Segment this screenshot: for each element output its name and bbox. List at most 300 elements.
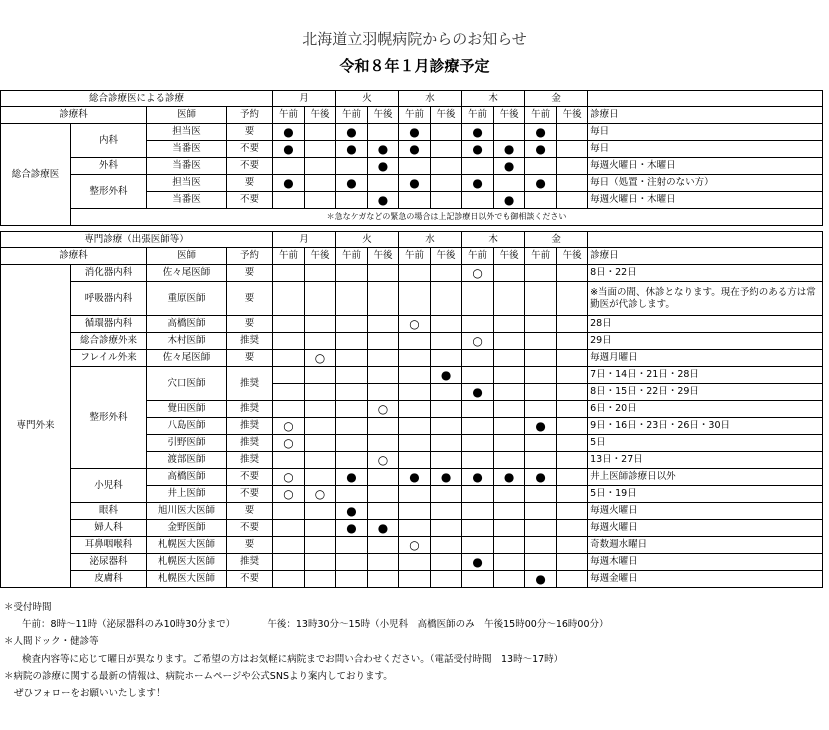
- dept-cell: 耳鼻咽喉科: [71, 537, 147, 554]
- doctor-cell: 担当医: [147, 175, 227, 192]
- col-pm: 午後: [557, 107, 588, 124]
- appt-cell: 推奨: [227, 418, 273, 435]
- follow-text: ぜひフォローをお願いいたします！: [14, 687, 166, 699]
- slot-cell: [525, 503, 557, 520]
- slot-cell: [462, 158, 494, 175]
- slot-cell: [305, 384, 336, 401]
- slot-cell: [494, 435, 525, 452]
- slot-cell: [273, 520, 305, 537]
- slot-cell: [494, 537, 525, 554]
- slot-cell: [368, 367, 399, 384]
- appt-cell: 不要: [227, 571, 273, 588]
- day-header: 火: [336, 232, 399, 248]
- slot-cell: ●: [399, 124, 431, 141]
- slot-cell: [431, 158, 462, 175]
- appt-cell: 要: [227, 175, 273, 192]
- slot-cell: [494, 571, 525, 588]
- doctor-cell: 旭川医大医師: [147, 503, 227, 520]
- slot-cell: [494, 282, 525, 316]
- slot-cell: ●: [525, 141, 557, 158]
- slot-cell: [399, 435, 431, 452]
- slot-cell: [431, 141, 462, 158]
- slot-cell: [494, 452, 525, 469]
- slot-cell: [273, 401, 305, 418]
- sched-cell: 28日: [588, 316, 823, 333]
- slot-cell: [557, 452, 588, 469]
- slot-cell: [557, 367, 588, 384]
- slot-cell: [368, 486, 399, 503]
- general-schedule-table: [0, 90, 823, 226]
- slot-cell: ●: [462, 175, 494, 192]
- slot-cell: [431, 175, 462, 192]
- slot-cell: [431, 316, 462, 333]
- sched-cell: 毎日（処置・注射のない方）: [588, 175, 823, 192]
- slot-cell: [431, 350, 462, 367]
- slot-cell: ○: [462, 333, 494, 350]
- slot-cell: [368, 503, 399, 520]
- slot-cell: [557, 265, 588, 282]
- slot-cell: [557, 350, 588, 367]
- slot-cell: [368, 554, 399, 571]
- slot-cell: [525, 486, 557, 503]
- slot-cell: [305, 265, 336, 282]
- slot-cell: [399, 452, 431, 469]
- dept-cell: 総合診療外来: [71, 333, 147, 350]
- slot-cell: [525, 158, 557, 175]
- sched-cell: 8日・15日・22日・29日: [588, 384, 823, 401]
- slot-cell: ●: [494, 192, 525, 209]
- slot-cell: ●: [336, 124, 368, 141]
- slot-cell: [462, 520, 494, 537]
- col-am: 午前: [525, 248, 557, 265]
- slot-cell: [462, 503, 494, 520]
- slot-cell: [462, 537, 494, 554]
- slot-cell: [462, 316, 494, 333]
- slot-cell: [431, 265, 462, 282]
- slot-cell: [494, 316, 525, 333]
- slot-cell: ●: [399, 141, 431, 158]
- reception-title: ＊受付時間: [4, 602, 52, 613]
- slot-cell: ●: [368, 192, 399, 209]
- slot-cell: [431, 486, 462, 503]
- appt-cell: 不要: [227, 192, 273, 209]
- slot-cell: [336, 384, 368, 401]
- header-row-cols: [1, 107, 823, 124]
- slot-cell: [462, 350, 494, 367]
- slot-cell: [399, 418, 431, 435]
- slot-cell: [525, 367, 557, 384]
- slot-cell: [462, 401, 494, 418]
- slot-cell: [336, 192, 368, 209]
- slot-cell: [336, 435, 368, 452]
- slot-cell: ●: [525, 418, 557, 435]
- slot-cell: [336, 486, 368, 503]
- day-header: 金: [525, 91, 588, 107]
- slot-cell: [336, 554, 368, 571]
- slot-cell: [305, 141, 336, 158]
- slot-cell: ●: [399, 175, 431, 192]
- slot-cell: [336, 367, 368, 384]
- slot-cell: [525, 520, 557, 537]
- col-pm: 午後: [431, 248, 462, 265]
- day-header: 火: [336, 91, 399, 107]
- appt-cell: 要: [227, 265, 273, 282]
- slot-cell: [557, 435, 588, 452]
- slot-cell: [557, 486, 588, 503]
- slot-cell: [557, 554, 588, 571]
- slot-cell: [305, 571, 336, 588]
- group-label: 専門外来: [1, 265, 71, 588]
- slot-cell: [368, 571, 399, 588]
- sched-cell: ※当面の間、休診となります。現在予約のある方は常勤医が代診します。: [588, 282, 823, 316]
- slot-cell: [399, 367, 431, 384]
- sched-cell: 毎日: [588, 124, 823, 141]
- slot-cell: [557, 571, 588, 588]
- doctor-cell: 引野医師: [147, 435, 227, 452]
- slot-cell: [399, 350, 431, 367]
- info-text: ＊病院の診療に関する最新の情報は、病院ホームページや公式SNSより案内しております。: [4, 670, 393, 682]
- slot-cell: [273, 158, 305, 175]
- col-am: 午前: [336, 107, 368, 124]
- slot-cell: [305, 418, 336, 435]
- dept-cell: 消化器内科: [71, 265, 147, 282]
- slot-cell: [336, 401, 368, 418]
- slot-cell: [557, 469, 588, 486]
- slot-cell: ○: [305, 486, 336, 503]
- slot-cell: [557, 124, 588, 141]
- header-row-cols: [1, 248, 823, 265]
- slot-cell: [525, 350, 557, 367]
- day-header: 木: [462, 232, 525, 248]
- sched-cell: 井上医師診療日以外: [588, 469, 823, 486]
- slot-cell: [336, 158, 368, 175]
- appt-cell: 推奨: [227, 452, 273, 469]
- slot-cell: [305, 401, 336, 418]
- header-row-days: [1, 232, 823, 248]
- doctor-cell: 当番医: [147, 192, 227, 209]
- col-pm: 午後: [368, 107, 399, 124]
- slot-cell: [431, 435, 462, 452]
- col-am: 午前: [462, 107, 494, 124]
- slot-cell: [273, 452, 305, 469]
- sched-cell: 5日: [588, 435, 823, 452]
- slot-cell: [336, 282, 368, 316]
- sched-cell: 13日・27日: [588, 452, 823, 469]
- dept-cell: 眼科: [71, 503, 147, 520]
- slot-cell: [273, 350, 305, 367]
- footer-notes: [4, 599, 824, 702]
- day-header: 木: [462, 91, 525, 107]
- slot-cell: [525, 316, 557, 333]
- appt-cell: 推奨: [227, 435, 273, 452]
- table-row: [1, 124, 823, 141]
- slot-cell: [336, 418, 368, 435]
- col-am: 午前: [273, 248, 305, 265]
- col-pm: 午後: [494, 107, 525, 124]
- slot-cell: [557, 158, 588, 175]
- slot-cell: ●: [368, 141, 399, 158]
- slot-cell: [494, 554, 525, 571]
- table-row: [1, 469, 823, 486]
- col-am: 午前: [399, 248, 431, 265]
- slot-cell: [462, 571, 494, 588]
- slot-cell: [462, 192, 494, 209]
- slot-cell: [273, 265, 305, 282]
- slot-cell: ●: [336, 503, 368, 520]
- sched-cell: 毎週火曜日・木曜日: [588, 192, 823, 209]
- doctor-cell: 高橋医師: [147, 469, 227, 486]
- appt-cell: 不要: [227, 520, 273, 537]
- slot-cell: [494, 520, 525, 537]
- appt-cell: 不要: [227, 486, 273, 503]
- slot-cell: ●: [399, 469, 431, 486]
- slot-cell: [525, 265, 557, 282]
- slot-cell: [368, 418, 399, 435]
- slot-cell: ○: [273, 418, 305, 435]
- slot-cell: [431, 384, 462, 401]
- table-row: [1, 503, 823, 520]
- col-appt: 予約: [227, 248, 273, 265]
- slot-cell: [462, 452, 494, 469]
- slot-cell: [494, 175, 525, 192]
- slot-cell: ○: [368, 401, 399, 418]
- day-header: 月: [273, 91, 336, 107]
- slot-cell: ●: [525, 124, 557, 141]
- doctor-cell: 佐々尾医師: [147, 350, 227, 367]
- sched-cell: 奇数週水曜日: [588, 537, 823, 554]
- slot-cell: [273, 554, 305, 571]
- slot-cell: [368, 384, 399, 401]
- slot-cell: ●: [462, 384, 494, 401]
- slot-cell: [368, 316, 399, 333]
- slot-cell: [399, 486, 431, 503]
- dept-cell: 整形外科: [71, 175, 147, 209]
- day-header: 水: [399, 232, 462, 248]
- day-header: 水: [399, 91, 462, 107]
- emergency-note: ＊急なケガなどの緊急の場合は上記診療日以外でも御相談ください: [71, 209, 823, 226]
- day-header: 金: [525, 232, 588, 248]
- reception-hours: [4, 616, 824, 633]
- slot-cell: [431, 418, 462, 435]
- slot-cell: ●: [336, 141, 368, 158]
- slot-cell: [462, 435, 494, 452]
- slot-cell: [305, 192, 336, 209]
- slot-cell: [399, 192, 431, 209]
- slot-cell: [399, 571, 431, 588]
- slot-cell: ●: [368, 158, 399, 175]
- slot-cell: [399, 265, 431, 282]
- sched-cell: 5日・19日: [588, 486, 823, 503]
- slot-cell: [273, 192, 305, 209]
- slot-cell: [368, 469, 399, 486]
- slot-cell: [368, 333, 399, 350]
- col-appt: 予約: [227, 107, 273, 124]
- doctor-cell: 担当医: [147, 124, 227, 141]
- dept-cell: 呼吸器内科: [71, 282, 147, 316]
- slot-cell: [368, 435, 399, 452]
- slot-cell: [305, 469, 336, 486]
- slot-cell: [431, 554, 462, 571]
- slot-cell: [305, 503, 336, 520]
- slot-cell: [431, 503, 462, 520]
- slot-cell: [525, 192, 557, 209]
- slot-cell: [305, 435, 336, 452]
- slot-cell: ●: [336, 520, 368, 537]
- slot-cell: [399, 503, 431, 520]
- reception-pm: 午後：13時30分～15時（小児科 高橋医師のみ 午後15時00分～16時00分）: [267, 619, 609, 631]
- slot-cell: ○: [305, 350, 336, 367]
- doctor-cell: 八島医師: [147, 418, 227, 435]
- appt-cell: 要: [227, 316, 273, 333]
- slot-cell: [368, 350, 399, 367]
- col-pm: 午後: [368, 248, 399, 265]
- sched-cell: 8日・22日: [588, 265, 823, 282]
- appt-cell: 不要: [227, 141, 273, 158]
- sched-cell: 6日・20日: [588, 401, 823, 418]
- slot-cell: [273, 571, 305, 588]
- slot-cell: [336, 316, 368, 333]
- slot-cell: [557, 282, 588, 316]
- slot-cell: [368, 282, 399, 316]
- slot-cell: [431, 520, 462, 537]
- doctor-cell: 札幌医大医師: [147, 537, 227, 554]
- slot-cell: [273, 316, 305, 333]
- appt-cell: 不要: [227, 469, 273, 486]
- slot-cell: [557, 384, 588, 401]
- sched-cell: 9日・16日・23日・26日・30日: [588, 418, 823, 435]
- sched-cell: 毎週木曜日: [588, 554, 823, 571]
- slot-cell: [305, 282, 336, 316]
- slot-cell: [305, 316, 336, 333]
- col-pm: 午後: [494, 248, 525, 265]
- appt-cell: 推奨: [227, 333, 273, 350]
- doctor-cell: 札幌医大医師: [147, 571, 227, 588]
- slot-cell: ●: [336, 175, 368, 192]
- slot-cell: [525, 401, 557, 418]
- slot-cell: ○: [462, 265, 494, 282]
- col-sched: 診療日: [588, 107, 823, 124]
- slot-cell: [462, 418, 494, 435]
- table-row: [1, 316, 823, 333]
- sched-cell: 毎週火曜日: [588, 503, 823, 520]
- slot-cell: [273, 333, 305, 350]
- appt-cell: 要: [227, 503, 273, 520]
- slot-cell: [557, 401, 588, 418]
- slot-cell: ●: [462, 469, 494, 486]
- col-dept: 診療科: [1, 248, 147, 265]
- slot-cell: ○: [399, 316, 431, 333]
- doctor-cell: 金野医師: [147, 520, 227, 537]
- doctor-cell: 佐々尾医師: [147, 265, 227, 282]
- col-pm: 午後: [431, 107, 462, 124]
- slot-cell: [494, 401, 525, 418]
- appt-cell: 不要: [227, 158, 273, 175]
- dept-cell: 内科: [71, 124, 147, 158]
- slot-cell: [399, 554, 431, 571]
- group-label: 総合診療医: [1, 124, 71, 226]
- slot-cell: [431, 333, 462, 350]
- slot-cell: [557, 333, 588, 350]
- slot-cell: [431, 192, 462, 209]
- table-row: [1, 350, 823, 367]
- slot-cell: [431, 124, 462, 141]
- sched-cell: 29日: [588, 333, 823, 350]
- slot-cell: [525, 333, 557, 350]
- slot-cell: [431, 452, 462, 469]
- slot-cell: [336, 537, 368, 554]
- slot-cell: [494, 367, 525, 384]
- sched-cell: 7日・14日・21日・28日: [588, 367, 823, 384]
- slot-cell: [399, 401, 431, 418]
- slot-cell: ○: [273, 486, 305, 503]
- col-dept: 診療科: [1, 107, 147, 124]
- sched-cell: 毎週月曜日: [588, 350, 823, 367]
- dept-cell: 皮膚科: [71, 571, 147, 588]
- page-subtitle: 令和８年１月診療予定: [339, 57, 490, 75]
- slot-cell: [305, 520, 336, 537]
- slot-cell: [399, 282, 431, 316]
- slot-cell: ●: [431, 469, 462, 486]
- slot-cell: [525, 537, 557, 554]
- slot-cell: [273, 384, 305, 401]
- col-am: 午前: [336, 248, 368, 265]
- reception-am: 午前：8時～11時（泌尿器科のみ10時30分まで）: [22, 619, 236, 631]
- slot-cell: [431, 571, 462, 588]
- slot-cell: ●: [462, 141, 494, 158]
- table-row: [1, 333, 823, 350]
- col-pm: 午後: [557, 248, 588, 265]
- slot-cell: [557, 537, 588, 554]
- table-row: [1, 175, 823, 192]
- appt-cell: 推奨: [227, 554, 273, 571]
- table-row: [1, 554, 823, 571]
- slot-cell: [305, 158, 336, 175]
- slot-cell: [557, 520, 588, 537]
- sched-cell: 毎週火曜日: [588, 520, 823, 537]
- col-pm: 午後: [305, 107, 336, 124]
- slot-cell: [273, 367, 305, 384]
- slot-cell: [368, 265, 399, 282]
- dock-text: 検査内容等に応じて曜日が異なります。ご希望の方はお気軽に病院までお問い合わせください。（電話受付時間 13時～17時）: [22, 653, 564, 665]
- slot-cell: ○: [273, 435, 305, 452]
- col-pm: 午後: [305, 248, 336, 265]
- slot-cell: [431, 282, 462, 316]
- slot-cell: ●: [273, 141, 305, 158]
- slot-cell: ●: [462, 124, 494, 141]
- col-sched: 診療日: [588, 248, 823, 265]
- appt-cell: 要: [227, 537, 273, 554]
- doctor-cell: 当番医: [147, 141, 227, 158]
- slot-cell: ●: [494, 469, 525, 486]
- doctor-cell: 重原医師: [147, 282, 227, 316]
- doctor-cell: 井上医師: [147, 486, 227, 503]
- slot-cell: [399, 333, 431, 350]
- slot-cell: [525, 384, 557, 401]
- section-heading: 専門診療（出張医師等）: [1, 232, 273, 248]
- slot-cell: [305, 333, 336, 350]
- slot-cell: ○: [399, 537, 431, 554]
- slot-cell: [273, 282, 305, 316]
- col-doctor: 医師: [147, 248, 227, 265]
- header-row-days: [1, 91, 823, 107]
- slot-cell: [273, 537, 305, 554]
- slot-cell: [557, 503, 588, 520]
- slot-cell: [525, 554, 557, 571]
- dept-cell: 外科: [71, 158, 147, 175]
- doctor-cell: 覺田医師: [147, 401, 227, 418]
- doctor-cell: 高橋医師: [147, 316, 227, 333]
- slot-cell: [557, 192, 588, 209]
